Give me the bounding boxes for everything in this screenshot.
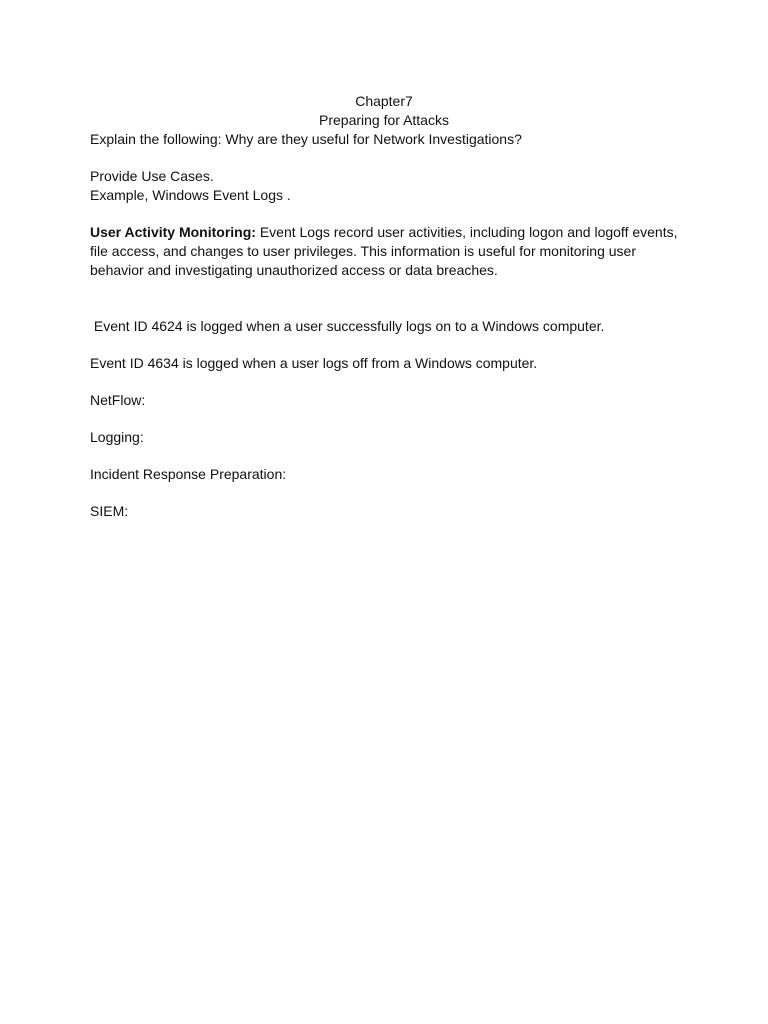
incident-response-heading: Incident Response Preparation:	[90, 466, 287, 482]
netflow-heading: NetFlow:	[90, 392, 146, 408]
document-body	[90, 92, 680, 521]
event-4634-text: Event ID 4634 is logged when a user logs off from a Windows computer.	[90, 355, 538, 371]
question-text: Explain the following: Why are they useful for Network Investigations?	[90, 131, 522, 147]
siem-heading: SIEM:	[90, 503, 129, 519]
user-activity-paragraph	[90, 223, 680, 280]
use-cases-text: Provide Use Cases.	[90, 168, 214, 184]
logging-heading: Logging:	[90, 429, 144, 445]
user-activity-heading: User Activity Monitoring:	[90, 224, 256, 240]
chapter-label: Chapter7	[355, 93, 413, 109]
user-activity-body: Event Logs record user activities, including logon and logoff events, file access, and changes to user privileges. This information is useful for monitoring user behavior and investigating unauthorized access or data breaches.	[90, 224, 678, 278]
chapter-title: Preparing for Attacks	[319, 112, 449, 128]
event-4624-text: Event ID 4624 is logged when a user successfully logs on to a Windows computer.	[90, 318, 605, 334]
example-text: Example, Windows Event Logs .	[90, 187, 291, 203]
